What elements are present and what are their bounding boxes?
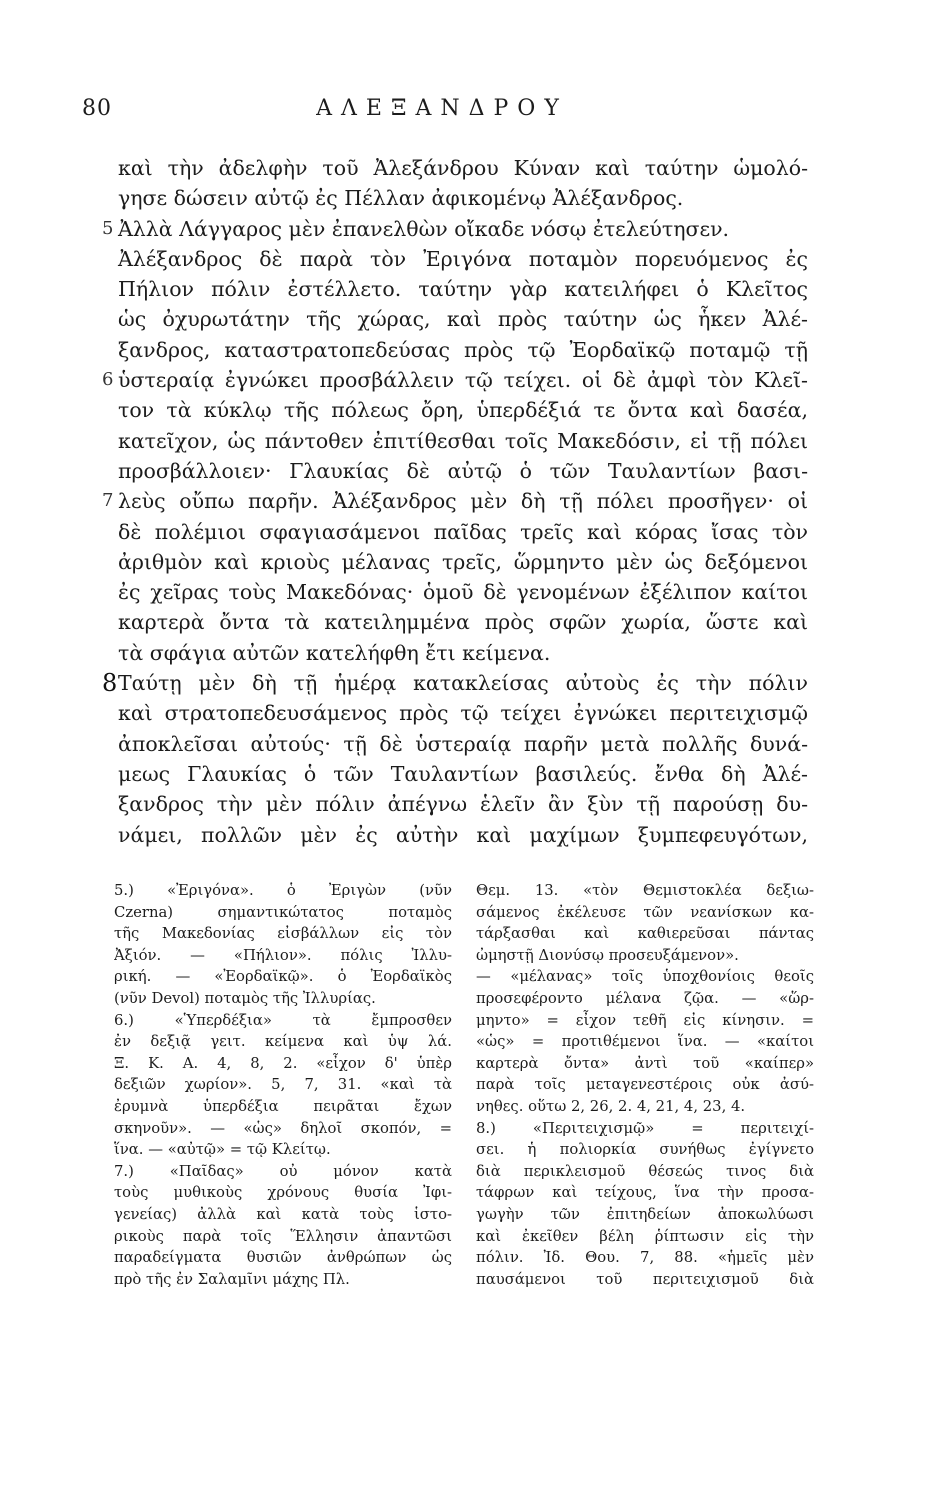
note-line: καρτερὰ ὄντα» ἀντὶ τοῦ «καίπερ» [476, 1054, 814, 1072]
line-text: ξανδρος, καταστρατοπεδεύσας πρὸς τῷ Ἐορδαϊκῷ ποταμῷ τῇ [118, 337, 808, 362]
section-number: 8 [102, 669, 118, 698]
section-number: 6 [102, 369, 114, 391]
notes-right-column [476, 880, 814, 1290]
text-line [82, 395, 812, 425]
note-line: τάφρων καὶ τείχους, ἵνα τὴν προσα- [476, 1184, 814, 1202]
line-text: Ἀλέξανδρος δὲ παρὰ τὸν Ἐριγόνα ποταμὸν πορευόμενος ἐς [118, 246, 808, 271]
line-text: δὲ πολέμιοι σφαγιασάμενοι παῖδας τρεῖς καὶ κόρας ἴσας τὸν [118, 519, 808, 544]
note-line: γωγὴν τῶν ἐπιτηδείων ἀποκωλύωσι [476, 1205, 814, 1223]
text-line [82, 214, 812, 244]
section-number: 7 [102, 490, 114, 512]
text-line [82, 153, 812, 183]
line-text: μεως Γλαυκίας ὁ τῶν Ταυλαντίων βασιλεύς. ἔνθα δὴ Ἀλέ- [118, 761, 808, 786]
text-line [82, 517, 812, 547]
note-line: ἵνα. — «αὐτῷ» = τῷ Κλείτῳ. [114, 1141, 331, 1159]
note-line: ρική. — «Ἐορδαϊκῷ». ὁ Ἐορδαϊκὸς [114, 968, 452, 986]
line-text: ὑστεραίᾳ ἐγνώκει προσβάλλειν τῷ τείχει. οἱ δὲ ἀμφὶ τὸν Κλεῖ- [118, 368, 808, 393]
note-line: — «μέλανας» τοῖς ὑποχθονίοις θεοῖς [476, 968, 814, 986]
line-text: ἐς χεῖρας τοὺς Μακεδόνας· ὁμοῦ δὲ γενομένων ἐξέλιπον καίτοι [118, 580, 808, 605]
note-line: παραδείγματα θυσιῶν ἀνθρώπων ὡς [114, 1249, 452, 1267]
note-line: ἐρυμνὰ ὑπερδέξια πειρᾶται ἔχων [114, 1097, 452, 1115]
note-line: τάρξασθαι καὶ καθιερεῦσαι πάντας [476, 925, 814, 943]
line-text: Ταύτῃ μὲν δὴ τῇ ἡμέρᾳ κατακλείσας αὐτοὺς ἐς τὴν πόλιν [118, 671, 808, 696]
note-line: σκηνοῦν». — «ὡς» δηλοῖ σκοπόν, = [114, 1119, 452, 1137]
line-text: τον τὰ κύκλῳ τῆς πόλεως ὄρη, ὑπερδέξιά τε ὄντα καὶ δασέα, [118, 398, 808, 423]
note-line: πόλιν. Ἰδ. Θου. 7, 88. «ἡμεῖς μὲν [476, 1249, 814, 1267]
text-line [82, 638, 812, 668]
note-line: 8.) «Περιτειχισμῷ» = περιτειχί- [476, 1119, 814, 1137]
note-line: καὶ ἐκεῖθεν βέλη ῥίπτωσιν εἰς τὴν [476, 1227, 814, 1245]
note-line: Ξ. Κ. Α. 4, 8, 2. «εἶχον δ' ὑπὲρ [114, 1054, 452, 1072]
note-line: 7.) «Παῖδας» οὐ μόνον κατὰ [114, 1162, 452, 1180]
note-line: νηθες. οὕτω 2, 26, 2. 4, 21, 4, 23, 4. [476, 1097, 746, 1115]
text-line [82, 668, 812, 698]
line-text: ἀριθμὸν καὶ κριοὺς μέλανας τρεῖς, ὥρμηντο μὲν ὡς δεξόμενοι [118, 549, 808, 574]
line-text: νάμει, πολλῶν μὲν ἐς αὐτὴν καὶ μαχίμων ξυμπεφευγότων, [118, 822, 808, 847]
note-line: σάμενος ἐκέλευσε τῶν νεανίσκων κα- [476, 903, 814, 921]
line-text: Πήλιον πόλιν ἐστέλλετο. ταύτην γὰρ κατειλήφει ὁ Κλεῖτος [118, 277, 808, 302]
note-line: 5.) «Ἐριγόνα». ὁ Ἐριγὼν (νῦν [114, 882, 452, 899]
text-line [82, 426, 812, 456]
note-line: μηντο» = εἶχον τεθῆ εἰς κίνησιν. = [476, 1011, 814, 1029]
note-line: Czerna) σημαντικώτατος ποταμὸς [114, 903, 452, 921]
note-line: «ὡς» = προτιθέμενοι ἵνα. — «καίτοι [476, 1033, 814, 1051]
running-title: ΑΛΕΞΑΝΔΡΟΥ [316, 96, 568, 121]
text-line [82, 244, 812, 274]
line-text: λεὺς οὔπω παρῆν. Ἀλέξανδρος μὲν δὴ τῇ πόλει προσῆγεν· οἱ [118, 489, 808, 514]
note-line: (νῦν Devol) ποταμὸς τῆς Ἰλλυρίας. [114, 989, 376, 1007]
line-text: κατεῖχον, ὡς πάντοθεν ἐπιτίθεσθαι τοῖς Μακεδόσιν, εἰ τῇ πόλει [118, 428, 808, 453]
text-line [82, 729, 812, 759]
text-line [82, 365, 812, 395]
text-line [82, 759, 812, 789]
text-line [82, 183, 812, 213]
line-text: τὰ σφάγια αὐτῶν κατελήφθη ἔτι κείμενα. [118, 640, 551, 665]
note-line: πρὸ τῆς ἐν Σαλαμῖνι μάχης Πλ. [114, 1270, 350, 1288]
main-text-block [82, 153, 812, 850]
page-header [82, 96, 802, 136]
line-text: Ἀλλὰ Λάγγαρος μὲν ἐπανελθὼν οἴκαδε νόσῳ ἐτελεύτησεν. [118, 216, 730, 241]
note-line: γενείας) ἀλλὰ καὶ κατὰ τοὺς ἱστο- [114, 1205, 452, 1223]
note-line: δεξιῶν χωρίον». 5, 7, 31. «καὶ τὰ [114, 1076, 452, 1094]
page-number: 80 [82, 96, 112, 121]
text-line [82, 577, 812, 607]
text-line [82, 486, 812, 516]
line-text: γησε δώσειν αὐτῷ ἐς Πέλλαν ἀφικομένῳ Ἀλέξανδρος. [118, 186, 684, 211]
notes-left-column [114, 880, 452, 1290]
text-line [82, 607, 812, 637]
text-line [82, 698, 812, 728]
line-text: καὶ τὴν ἀδελφὴν τοῦ Ἀλεξάνδρου Κύναν καὶ ταύτην ὡμολό- [118, 156, 808, 180]
text-line [82, 456, 812, 486]
note-line: διὰ περικλεισμοῦ θέσεώς τινος διὰ [476, 1162, 814, 1180]
text-line [82, 820, 812, 850]
text-line [82, 335, 812, 365]
note-line: Θεμ. 13. «τὸν Θεμιστοκλέα δεξιω- [476, 882, 814, 899]
note-line: 6.) «Ὑπερδέξια» τὰ ἔμπροσθεν [114, 1011, 452, 1029]
note-line: παρὰ τοῖς μεταγενεστέροις οὐκ ἀσύ- [476, 1076, 814, 1094]
note-line: παυσάμενοι τοῦ περιτειχισμοῦ διὰ [476, 1270, 814, 1288]
line-text: ἀποκλεῖσαι αὐτούς· τῇ δὲ ὑστεραίᾳ παρῆν μετὰ πολλῆς δυνά- [118, 731, 808, 756]
text-line [82, 547, 812, 577]
note-line: τῆς Μακεδονίας εἰσβάλλων εἰς τὸν [114, 925, 452, 943]
note-line: προσεφέροντο μέλανα ζῷα. — «ὥρ- [476, 989, 814, 1007]
note-line: ἐν δεξιᾷ γειτ. κείμενα καὶ ὑψ λά. [114, 1033, 452, 1051]
text-line [82, 789, 812, 819]
note-line: Ἀξιόν. — «Πήλιον». πόλις Ἰλλυ- [114, 946, 452, 964]
note-line: σει. ἡ πολιορκία συνήθως ἐγίγνετο [476, 1141, 814, 1159]
text-line [82, 304, 812, 334]
line-text: ὡς ὀχυρωτάτην τῆς χώρας, καὶ πρὸς ταύτην ὡς ἧκεν Ἀλέ- [118, 307, 808, 332]
line-text: προσβάλλοιεν· Γλαυκίας δὲ αὐτῷ ὁ τῶν Ταυλαντίων βασι- [118, 458, 808, 483]
line-text: ξανδρος τὴν μὲν πόλιν ἀπέγνω ἑλεῖν ἂν ξὺν τῇ παρούσῃ δυ- [118, 792, 808, 817]
note-line: ρικοὺς παρὰ τοῖς Ἕλλησιν ἀπαντῶσι [114, 1227, 452, 1245]
text-line [82, 274, 812, 304]
note-line: ὠμηστῇ Διονύσῳ προσευξάμενον». [476, 946, 739, 964]
note-line: τοὺς μυθικοὺς χρόνους θυσία Ἰφι- [114, 1184, 452, 1202]
section-number: 5 [102, 217, 114, 239]
line-text: καὶ στρατοπεδευσάμενος πρὸς τῷ τείχει ἐγνώκει περιτειχισμῷ [118, 701, 808, 726]
line-text: καρτερὰ ὄντα τὰ κατειλημμένα πρὸς σφῶν χωρία, ὥστε καὶ [118, 610, 808, 635]
